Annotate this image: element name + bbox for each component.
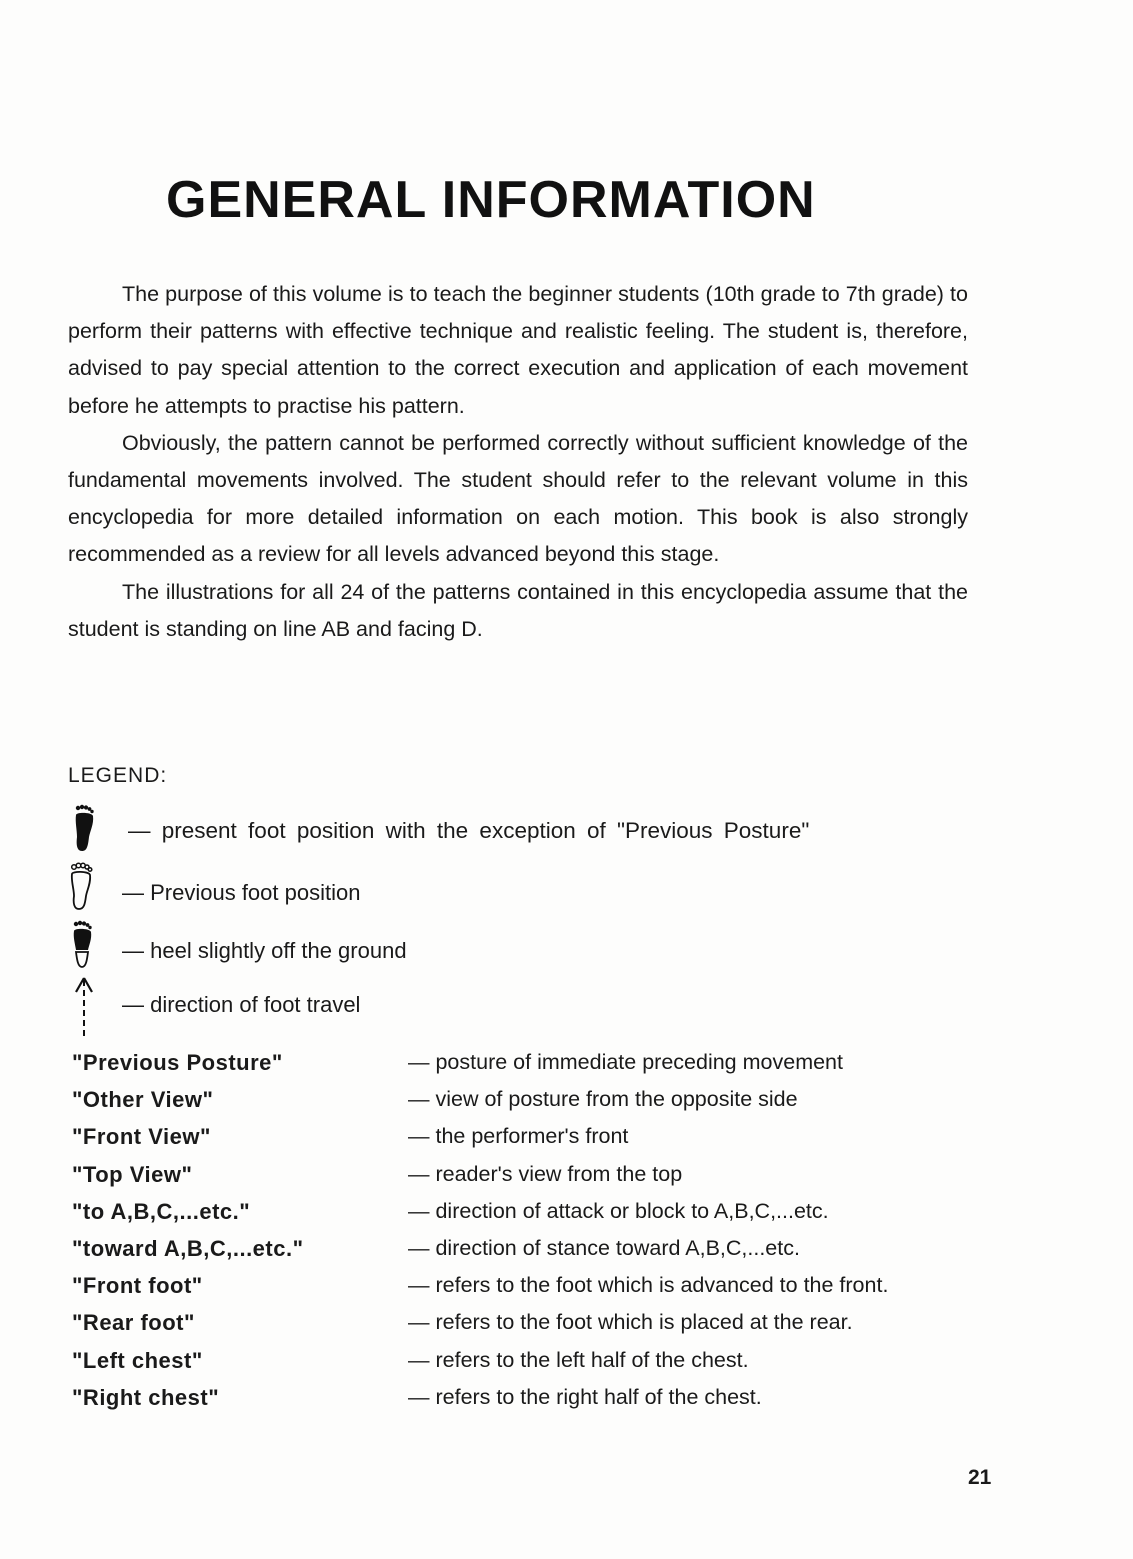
heel-raised-foot-icon (62, 920, 102, 970)
intro-text (68, 276, 968, 648)
legend-term: "Front View" (72, 1124, 211, 1150)
legend-term-row (72, 1156, 972, 1193)
legend-heading: LEGEND: (68, 764, 168, 787)
legend-term: "toward A,B,C,...etc." (72, 1236, 304, 1262)
legend-definition: — reader's view from the top (408, 1161, 683, 1186)
solid-foot-icon (62, 804, 102, 854)
legend-definition: — refers to the left half of the chest. (408, 1347, 749, 1372)
legend-term-row (72, 1304, 972, 1341)
legend-term-row (72, 1267, 972, 1304)
legend-term: "Right chest" (72, 1384, 220, 1410)
legend-symbol-text: — present foot position with the exception of "Previous Posture" (128, 818, 810, 843)
legend-term: "Left chest" (72, 1347, 203, 1373)
legend-term-row (72, 1230, 972, 1267)
legend-definition: — the performer's front (408, 1124, 629, 1149)
legend-definition: — refers to the foot which is advanced to the front. (408, 1273, 889, 1298)
legend-definition: — direction of attack or block to A,B,C,...etc. (408, 1198, 829, 1223)
legend-term-row (72, 1193, 972, 1230)
legend-term: "Other View" (72, 1087, 214, 1113)
legend-symbol-text: — Previous foot position (122, 880, 361, 905)
legend-term-row (72, 1118, 972, 1155)
legend-definition: — view of posture from the opposite side (408, 1087, 798, 1112)
legend-definition: — direction of stance toward A,B,C,...etc. (408, 1236, 800, 1261)
legend-term-row (72, 1044, 972, 1081)
legend-definition: — refers to the foot which is placed at the rear. (408, 1310, 853, 1335)
legend-definition: — refers to the right half of the chest. (408, 1384, 762, 1409)
legend-symbol-text: — direction of foot travel (122, 992, 361, 1017)
legend-term: "Rear foot" (72, 1310, 195, 1336)
paragraph-illustrations: The illustrations for all 24 of the patterns contained in this encyclopedia assume that the student is standing on line AB and facing D. (68, 579, 968, 641)
page-number: 21 (968, 1466, 992, 1489)
legend-term: "Top View" (72, 1161, 193, 1187)
page-title: GENERAL INFORMATION (166, 171, 816, 229)
paragraph-purpose: The purpose of this volume is to teach the beginner students (10th grade to 7th grade) to perform their patterns with effective technique and realistic feeling. The student is, therefore, advised to pay special attention to the correct execution and application of each movement before he attempts to practise his pattern. (68, 282, 968, 418)
legend-term: "Previous Posture" (72, 1050, 283, 1075)
legend-symbol-text: — heel slightly off the ground (122, 938, 407, 963)
legend-term-row (72, 1342, 972, 1379)
legend-terms (72, 1044, 972, 1416)
arrow-up-icon (62, 976, 102, 1040)
legend-term: "to A,B,C,...etc." (72, 1198, 251, 1224)
outline-foot-icon (62, 862, 102, 912)
legend-term: "Front foot" (72, 1273, 203, 1299)
paragraph-fundamentals: Obviously, the pattern cannot be performed correctly without sufficient knowledge of the fundamental movements involved. The student should refer to the relevant volume in this encyclopedia for more detailed information on each motion. This book is also strongly recommended as a review for all levels advanced beyond this stage. (68, 430, 968, 567)
legend-definition: — posture of immediate preceding movement (408, 1050, 843, 1074)
legend-term-row (72, 1081, 972, 1118)
legend-term-row (72, 1379, 972, 1416)
